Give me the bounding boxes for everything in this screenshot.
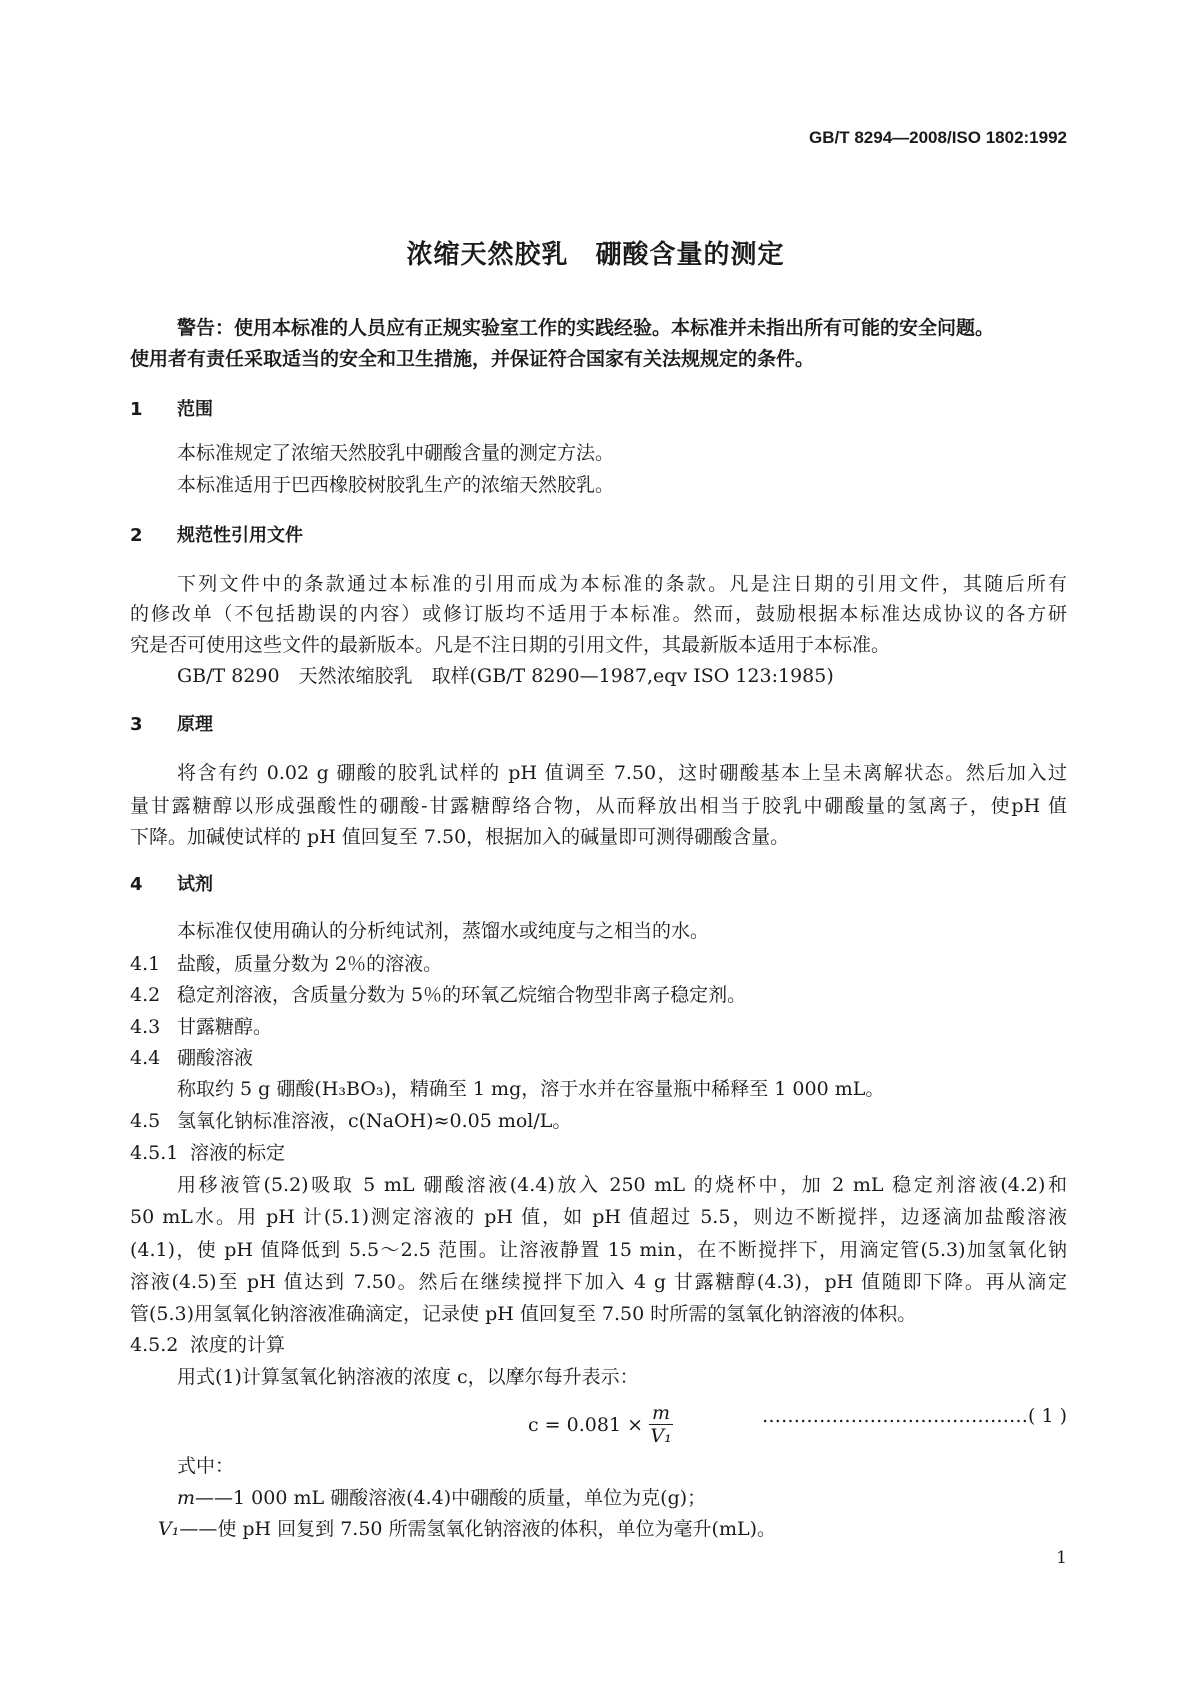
paragraph-line: 下列文件中的条款通过本标准的引用而成为本标准的条款。凡是注日期的引用文件，其随后所有 bbox=[177, 573, 1067, 595]
equation-number-leader: ……………………………………( 1 ) bbox=[762, 1405, 1067, 1427]
page-number: 1 bbox=[1056, 1548, 1067, 1568]
definition-m: m——1 000 mL 硼酸溶液(4.4)中硼酸的质量，单位为克(g)； bbox=[177, 1487, 707, 1509]
numerator: m bbox=[649, 1402, 673, 1425]
document-title: 浓缩天然胶乳 硼酸含量的测定 bbox=[406, 240, 785, 270]
paragraph-line: 本标准规定了浓缩天然胶乳中硼酸含量的测定方法。 bbox=[177, 442, 615, 464]
warning-line-2: 使用者有责任采取适当的安全和卫生措施，并保证符合国家有关法规规定的条件。 bbox=[130, 348, 815, 370]
clause-4-3: 4.3 甘露糖醇。 bbox=[130, 1016, 273, 1038]
where-label: 式中： bbox=[177, 1455, 235, 1477]
section-heading-1: 1 范围 bbox=[130, 399, 213, 420]
paragraph-line: (4.1)，使 pH 值降低到 5.5～2.5 范围。让溶液静置 15 min，在不断搅拌下，用滴定管(5.3)加氢氧化钠 bbox=[130, 1239, 1067, 1261]
definition-v1: V₁——使 pH 回复到 7.50 所需氢氧化钠溶液的体积，单位为毫升(mL)。 bbox=[158, 1518, 776, 1540]
section-heading-4: 4 试剂 bbox=[130, 874, 213, 895]
clause-4-5: 4.5 氢氧化钠标准溶液，c(NaOH)≈0.05 mol/L。 bbox=[130, 1110, 572, 1132]
paragraph-line: 称取约 5 g 硼酸(H₃BO₃)，精确至 1 mg，溶于水并在容量瓶中稀释至 1 000 mL。 bbox=[177, 1078, 885, 1100]
paragraph-line: 下降。加碱使试样的 pH 值回复至 7.50，根据加入的碱量即可测得硼酸含量。 bbox=[130, 826, 790, 848]
fraction bbox=[649, 1402, 673, 1447]
formula-lhs: c = 0.081 × bbox=[528, 1413, 643, 1436]
denominator: V₁ bbox=[650, 1425, 672, 1447]
paragraph-line: 量甘露糖醇以形成强酸性的硼酸-甘露糖醇络合物，从而释放出相当于胶乳中硼酸量的氢离子，使pH 值 bbox=[130, 795, 1067, 817]
paragraph-line: 究是否可使用这些文件的最新版本。凡是不注日期的引用文件，其最新版本适用于本标准。 bbox=[130, 634, 891, 656]
paragraph-line: 管(5.3)用氢氧化钠溶液准确滴定，记录使 pH 值回复至 7.50 时所需的氢氧化钠溶液的体积。 bbox=[130, 1303, 917, 1325]
paragraph-line: 本标准仅使用确认的分析纯试剂，蒸馏水或纯度与之相当的水。 bbox=[177, 920, 710, 942]
paragraph-line: 50 mL水。用 pH 计(5.1)测定溶液的 pH 值，如 pH 值超过 5.5，则边不断搅拌，边逐滴加盐酸溶液 bbox=[130, 1206, 1067, 1228]
normative-reference: GB/T 8290 天然浓缩胶乳 取样(GB/T 8290—1987,eqv ISO 123:1985) bbox=[177, 665, 834, 687]
paragraph-line: 用式(1)计算氢氧化钠溶液的浓度 c，以摩尔每升表示： bbox=[177, 1366, 639, 1388]
clause-4-5-1: 4.5.1 溶液的标定 bbox=[130, 1142, 286, 1164]
paragraph-line: 用移液管(5.2)吸取 5 mL 硼酸溶液(4.4)放入 250 mL 的烧杯中，加 2 mL 稳定剂溶液(4.2)和 bbox=[177, 1174, 1067, 1196]
formula-1 bbox=[528, 1402, 673, 1447]
clause-4-2: 4.2 稳定剂溶液，含质量分数为 5％的环氧乙烷缩合物型非离子稳定剂。 bbox=[130, 984, 747, 1006]
paragraph-line: 本标准适用于巴西橡胶树胶乳生产的浓缩天然胶乳。 bbox=[177, 474, 615, 496]
clause-4-1: 4.1 盐酸，质量分数为 2％的溶液。 bbox=[130, 953, 443, 975]
section-heading-2: 2 规范性引用文件 bbox=[130, 525, 303, 546]
paragraph-line: 将含有约 0.02 g 硼酸的胶乳试样的 pH 值调至 7.50，这时硼酸基本上呈未离解状态。然后加入过 bbox=[177, 762, 1067, 784]
paragraph-line: 的修改单（不包括勘误的内容）或修订版均不适用于本标准。然而，鼓励根据本标准达成协议的各方研 bbox=[130, 603, 1067, 625]
standard-number-header: GB/T 8294—2008/ISO 1802:1992 bbox=[809, 128, 1067, 147]
warning-line-1: 警告：使用本标准的人员应有正规实验室工作的实践经验。本标准并未指出所有可能的安全问题。 bbox=[177, 317, 995, 339]
paragraph-line: 溶液(4.5)至 pH 值达到 7.50。然后在继续搅拌下加入 4 g 甘露糖醇(4.3)，pH 值随即下降。再从滴定 bbox=[130, 1271, 1067, 1293]
clause-4-4: 4.4 硼酸溶液 bbox=[130, 1047, 254, 1069]
section-heading-3: 3 原理 bbox=[130, 714, 213, 735]
clause-4-5-2: 4.5.2 浓度的计算 bbox=[130, 1334, 286, 1356]
